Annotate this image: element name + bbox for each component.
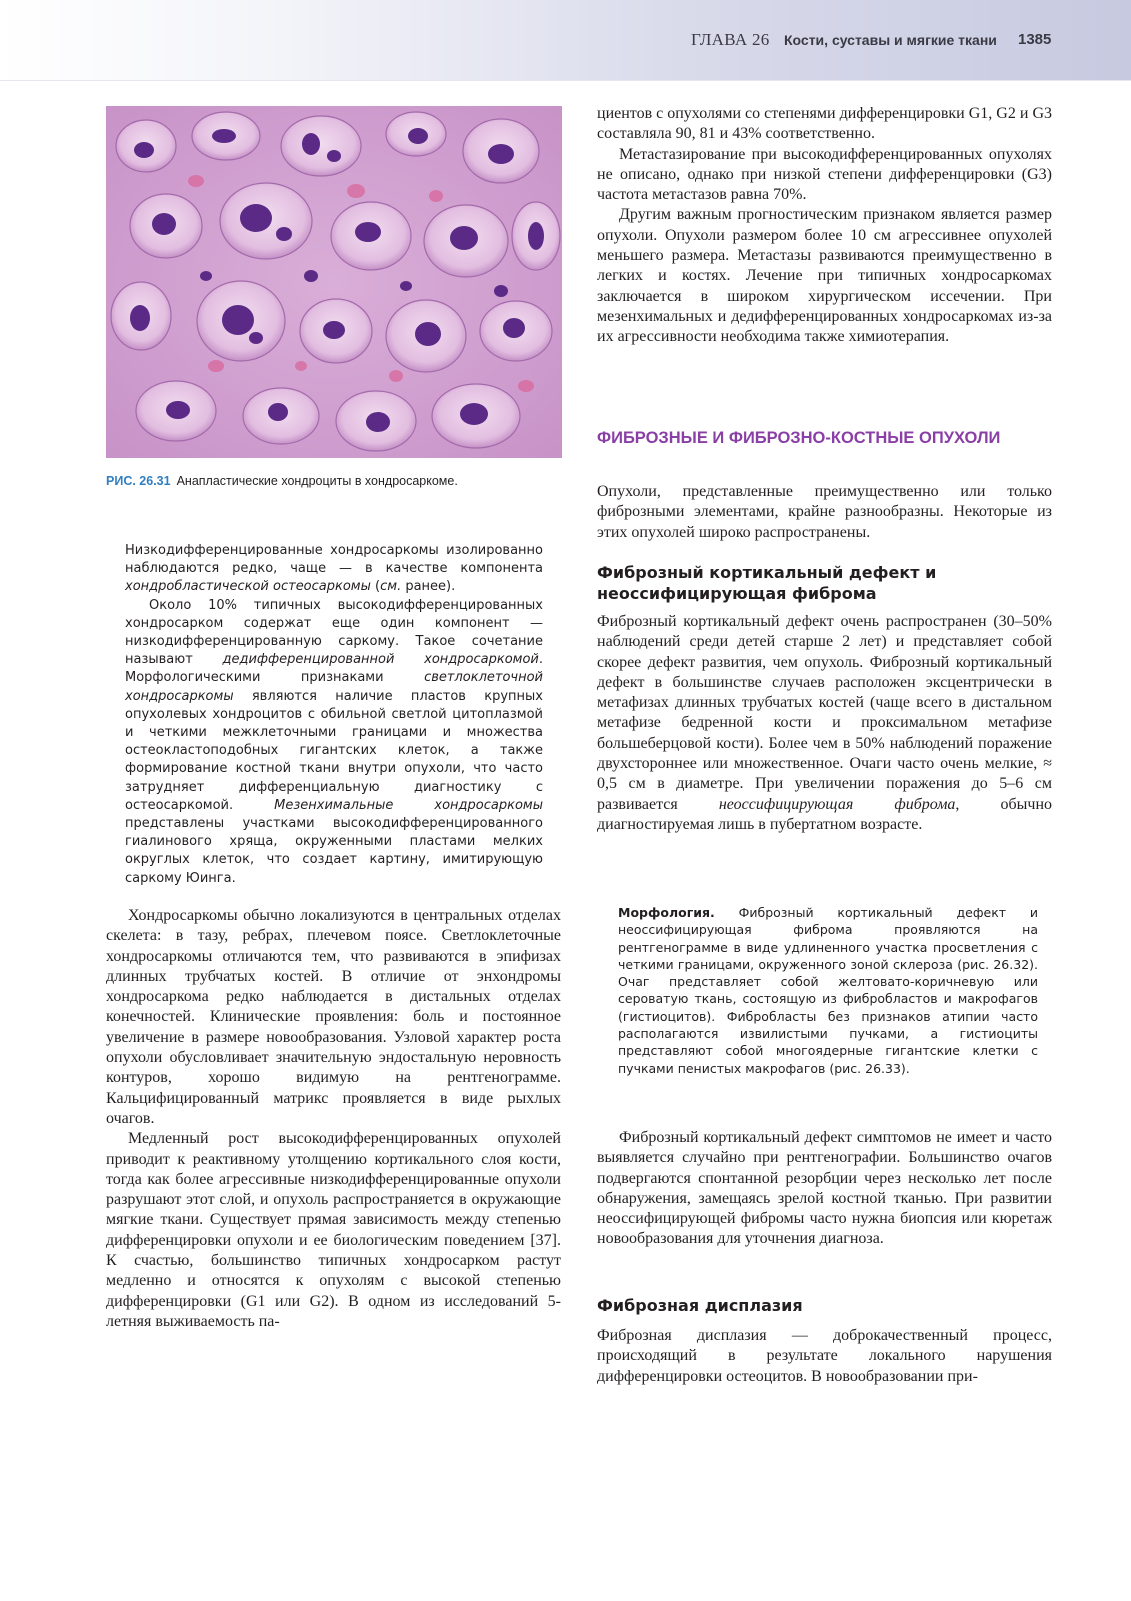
body-paragraph: Фиброзная дисплазия — доброкачественный процесс, происходящий в результате локального нарушения дифференцировки остеоцитов. В новообразовании при- [597, 1327, 1052, 1385]
text-run: представлены участками высокодифференцированного гиалинового хряща, окруженными пластами мелких округлых клеток, что создает картину, имитирующую саркому Юинга. [125, 816, 543, 886]
emphasis-term: хондробластической остеосаркомы [125, 579, 371, 595]
text-run: Около 10% типичных высокодифференцированных хондросарком содержат еще один компонент — низкодифференцированную саркому. Такое сочетание называют [125, 597, 543, 668]
text-run: . Морфологическими признаками [125, 652, 543, 686]
text-run: ранее). [401, 579, 456, 595]
emphasis-term: см. [380, 579, 402, 595]
subsection-heading: Фиброзный кортикальный дефект и неоссифицирующая фиброма [597, 563, 937, 603]
morphology-box [618, 904, 1038, 1077]
figure-label: РИС. 26.31 [106, 474, 171, 488]
histology-micrograph [106, 106, 562, 458]
emphasis-term: Мезенхимальные хондросаркомы [274, 797, 543, 813]
right-column-symptoms [597, 1128, 1052, 1250]
page-number: 1385 [1018, 31, 1052, 48]
emphasis-term: неоссифицирующая фиброма [718, 795, 956, 813]
text-run: Низкодифференцированные хондросаркомы изолированно наблюдаются редко, чаще — в качестве компонента [125, 543, 543, 577]
body-paragraph: Метастазирование при высокодифференцированных опухолях не описано, однако при низкой степени дифференцировки (G3) частота метастазов равна 70%. [597, 145, 1052, 204]
text-run: , обычно диагностируемая лишь в пубертатном возрасте. [597, 795, 1052, 833]
body-paragraph: Хондросаркомы обычно локализуются в центральных отделах скелета: в тазу, ребрах, плечевом поясе. Светлоклеточные хондросаркомы отличаются тем, что развиваются в эпифизах длинных трубчатых костей. В отличие от энхондромы хондросаркома редко наблюдается в дистальных отделах конечностей. Клинические проявления: боль и постоянное увеличение в размере новообразования. Узловой характер роста опухоли обусловливает значительную эндостальную неровность контуров, хорошо видимую на рентгенограмме. Кальцифицированный матрикс проявляется в виде рыхлых очагов. [106, 907, 561, 1127]
chapter-title: Кости, суставы и мягкие ткани [784, 32, 997, 48]
right-column-intro [597, 482, 1052, 543]
body-paragraph: Другим важным прогностическим признаком является размер опухоли. Опухоли размером более 10 см агрессивнее опухолей меньшего размера. Метастазы развиваются преимущественно в легких и костях. Лечение при типичных хондросаркомах заключается в широком хирургическом иссечении. При мезенхимальных и дедифференцированных хондросаркомах из-за их агрессивности необходима также химиотерапия. [597, 206, 1052, 346]
right-column-defect [597, 612, 1052, 835]
emphasis-term: дедифференцированной хондросаркомой [222, 652, 539, 668]
body-paragraph [597, 612, 1052, 835]
body-paragraph: Медленный рост высокодифференцированных опухолей приводит к реактивному утолщению кортикального слоя кости, тогда как более агрессивные низкодифференцированные опухоли разрушают этот слой, и опухоль распространяется в окружающие мягкие ткани. Существует прямая зависимость между степенью дифференцировки опухоли и ее биологическим поведением [37]. К счастью, большинство типичных хондросарком растут медленно и относятся к опухолям с высокой степенью дифференцировки (G1 или G2). В одном из исследований 5-летняя выживаемость па- [106, 1130, 561, 1330]
text-run: Фиброзный кортикальный дефект и неоссифицирующая фиброма проявляются на рентгенограмме в виде удлиненного участка просветления с четкими границами, окруженного зоной склероза (рис. 26.32). Очаг представляет собой желтовато-коричневую или сероватую ткань, состоящую из фибробластов и макрофагов (гистиоцитов). Фибробласты без признаков атипии часто располагаются извилистыми пучками, а гистиоциты представляют собой многоядерные гигантские клетки с пучками пенистых макрофагов (рис. 26.33). [618, 905, 1038, 1076]
body-paragraph: Опухоли, представленные преимущественно или только фиброзными элементами, крайне разнообразны. Некоторые из этих опухолей широко распространены. [597, 483, 1052, 541]
figure-caption [106, 474, 566, 488]
chapter-label: ГЛАВА 26 [691, 30, 770, 49]
small-paragraph [125, 597, 543, 888]
figure-caption-text: Анапластические хондроциты в хондросаркоме. [176, 474, 458, 488]
small-text-block [125, 542, 543, 888]
text-run: являются наличие пластов крупных опухолевых хондроцитов с обильной светлой цитоплазмой и четкими межклеточными границами и множества остеокластоподобных гигантских клеток, а также формирование костной ткани внутри опухоли, что часто затрудняет дифференциальную диагностику с остеосаркомой. [125, 688, 543, 813]
small-paragraph [125, 542, 543, 597]
section-heading: ФИБРОЗНЫЕ И ФИБРОЗНО-КОСТНЫЕ ОПУХОЛИ [597, 429, 1001, 447]
morphology-lead: Морфология. [618, 905, 715, 920]
right-column-top [597, 104, 1052, 348]
morphology-paragraph [618, 904, 1038, 1077]
header-divider [0, 80, 1131, 81]
right-column-dysplasia [597, 1326, 1052, 1387]
body-paragraph: Фиброзный кортикальный дефект симптомов не имеет и часто выявляется случайно при рентгенографии. Большинство очагов подвергаются спонтанной резорбции через несколько лет после обнаружения, замещаясь зрелой костной тканью. При развитии неоссифицирующей фибромы часто нужна биопсия или кюретаж новообразования для уточнения диагноза. [597, 1129, 1052, 1248]
left-column-body [106, 906, 561, 1332]
body-paragraph: циентов с опухолями со степенями дифференцировки G1, G2 и G3 составляла 90, 81 и 43% соответственно. [597, 105, 1052, 143]
emphasis-term: светлоклеточной хондросаркомы [125, 670, 543, 704]
subsection-heading: Фиброзная дисплазия [597, 1296, 803, 1315]
text-run: Фиброзный кортикальный дефект очень распространен (30–50% наблюдений среди детей старше 2 лет) и представляет собой скорее дефект развития, чем опухоль. Фиброзный кортикальный дефект в большинстве случаев расположен эксцентрически в метафизах длинных трубчатых костей (чаще всего в дистальном метафизе бедренной кости и проксимальном метафизе большеберцовой кости). Более чем в 50% наблюдений поражение двухстороннее или множественное. Очаги часто очень мелкие, ≈ 0,5 см в диаметре. При увеличении поражения до 5–6 см развивается [597, 613, 1052, 813]
text-run: ( [370, 579, 381, 595]
